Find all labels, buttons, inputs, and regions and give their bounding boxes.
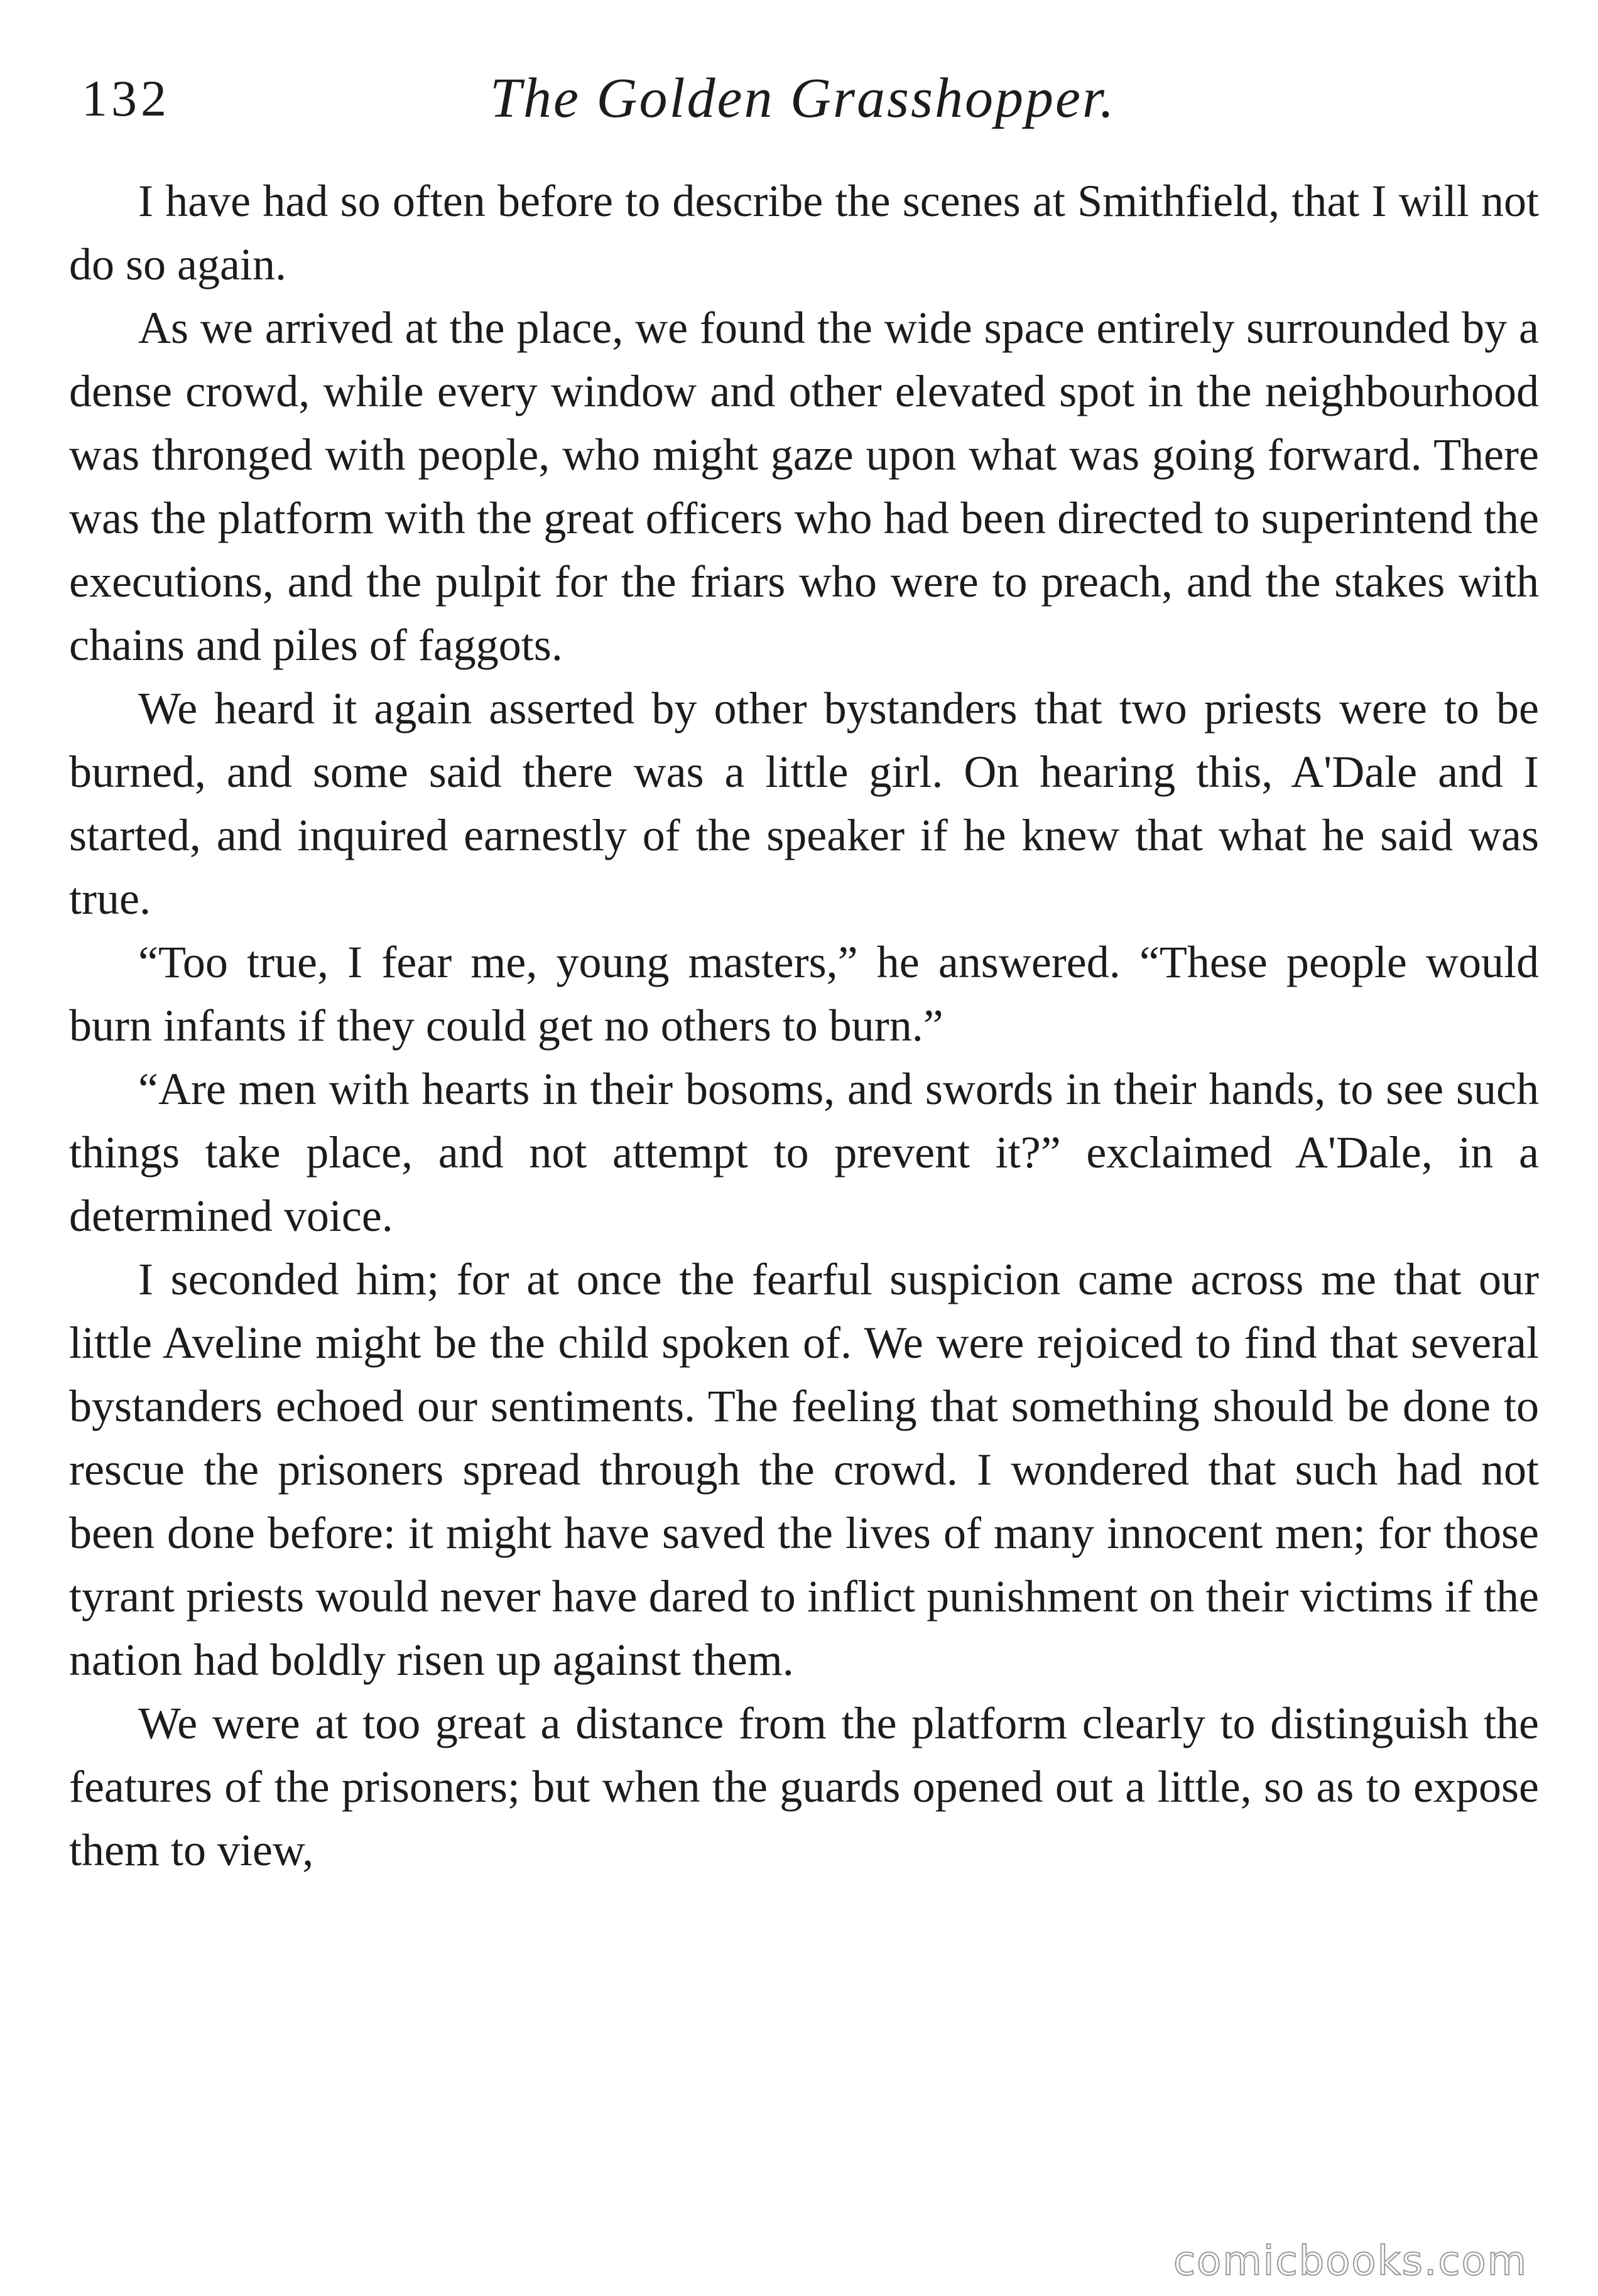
paragraph-6: I seconded him; for at once the fearful suspicion came across me that our little Aveline might be the child spoken of. We were rejoiced to find that several bystanders echoed our sentiments. The feeling that something should be done to rescue the prisoners spread through the crowd. I wondered that such had not been done before: it might have saved the lives of many innocent men; for those tyrant priests would never have dared to inflict punishment on their victims if the nation had boldly risen up against them. [69,1254,1539,1685]
body-text [69,170,1539,1882]
paragraph-4: “Too true, I fear me, young masters,” he answered. “These people would burn infants if they could get no others to burn.” [69,937,1539,1051]
page-header [82,58,1526,139]
watermark: comicbooks.com [1173,2238,1528,2285]
paragraph-1: I have had so often before to describe the scenes at Smithfield, that I will not do so again. [69,176,1539,290]
paragraph-7: We were at too great a distance from the platform clearly to distinguish the features of the prisoners; but when the guards opened out a little, so as to expose them to view, [69,1698,1539,1875]
paragraph-3: We heard it again asserted by other bystanders that two priests were to be burned, and some said there was a little girl. On hearing this, A'Dale and I started, and inquired earnestly of the speaker if he knew that what he said was true. [69,683,1539,924]
paragraph-2: As we arrived at the place, we found the wide space entirely surrounded by a dense crowd, while every window and other elevated spot in the neighbourhood was thronged with people, who might gaze upon what was going forward. There was the platform with the great officers who had been directed to superintend the executions, and the pulpit for the friars who were to preach, and the stakes with chains and piles of faggots. [69,303,1539,670]
running-title: The Golden Grasshopper. [490,67,1116,129]
page-number: 132 [82,70,170,127]
paragraph-5: “Are men with hearts in their bosoms, and swords in their hands, to see such things take place, and not attempt to prevent it?” exclaimed A'Dale, in a determined voice. [69,1064,1539,1241]
